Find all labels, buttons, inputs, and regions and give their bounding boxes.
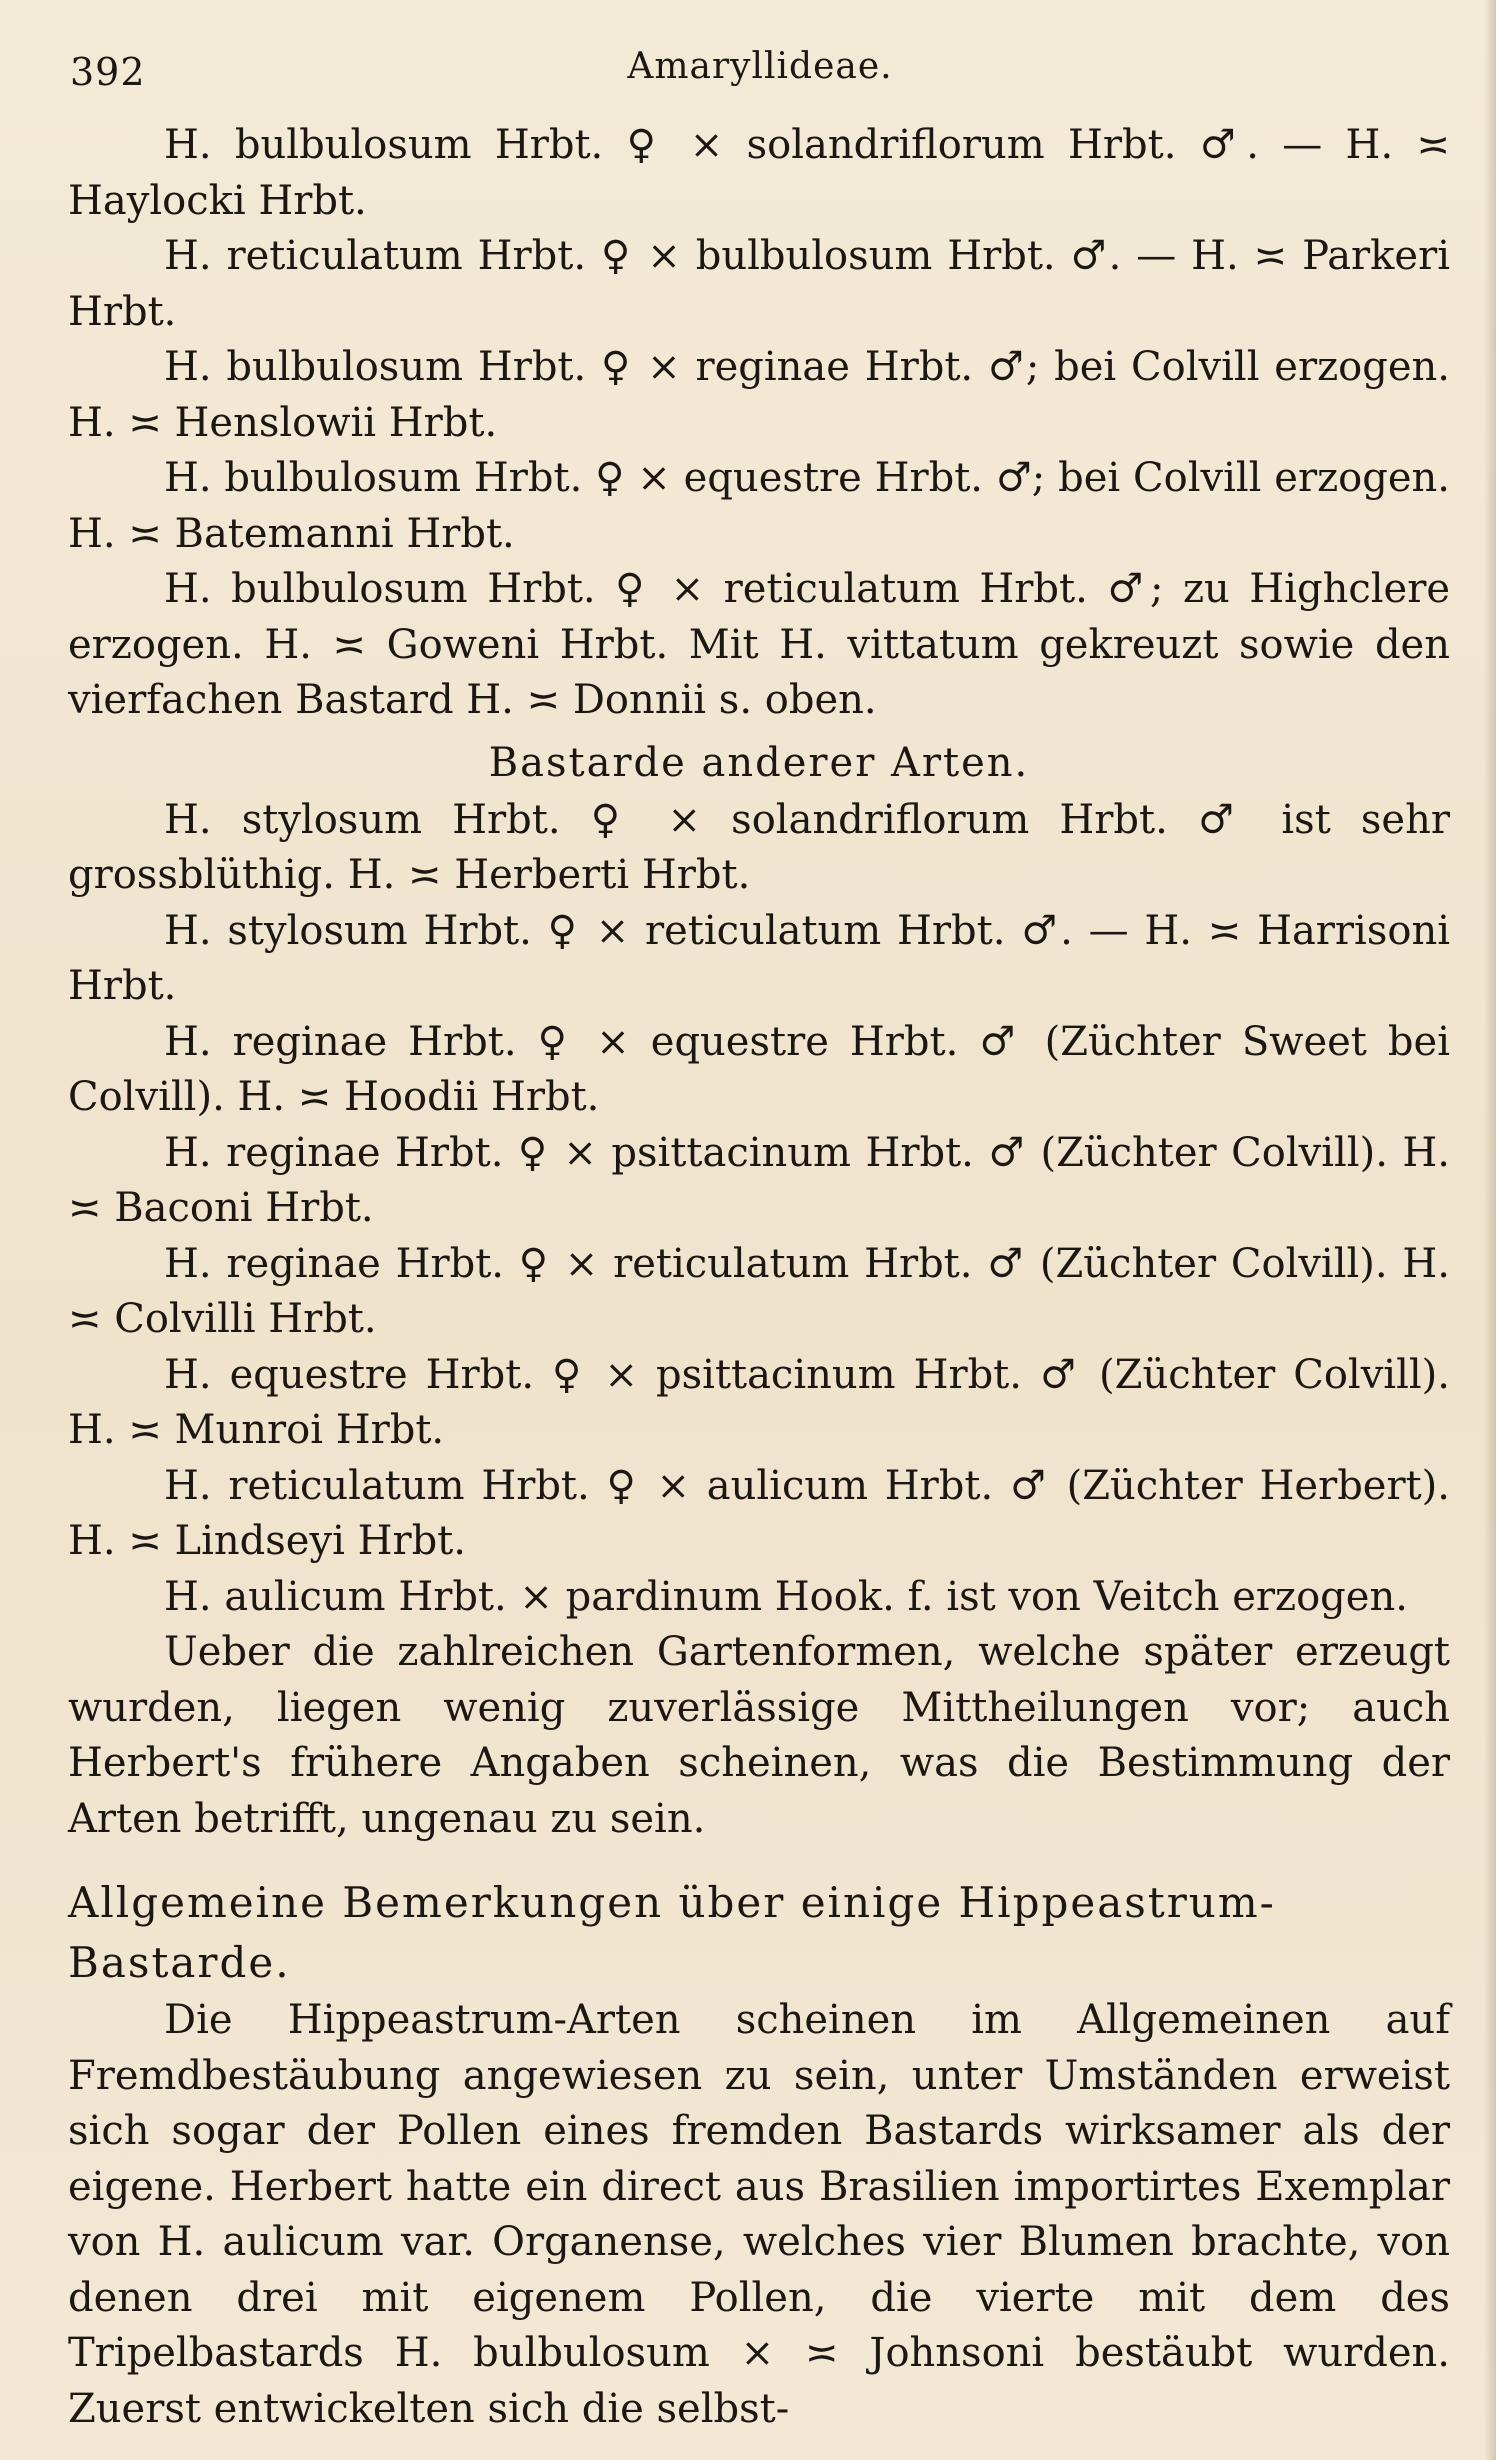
page-edge-shadow (1484, 0, 1496, 2460)
hybrid-entry: H. aulicum Hrbt. ⨯ pardinum Hook. f. ist von Veitch erzogen. (164, 1573, 1408, 1620)
page-number: 392 (70, 50, 146, 94)
page-body (68, 118, 1450, 2437)
hybrid-entry: H. reginae Hrbt. ♀ ⨯ equestre Hrbt. ♂ (Züchter Sweet bei Colvill). H. ≍ Hoodii Hrbt. (68, 1018, 1450, 1120)
hybrid-entry: H. bulbulosum Hrbt. ♀ ⨯ reginae Hrbt. ♂; bei Colvill erzogen. H. ≍ Henslowii Hrbt. (68, 344, 1450, 446)
hybrid-entry: H. reginae Hrbt. ♀ ⨯ reticulatum Hrbt. ♂ (Züchter Colvill). H. ≍ Colvilli Hrbt. (68, 1240, 1450, 1342)
hybrid-entry: H. reticulatum Hrbt. ♀ ⨯ bulbulosum Hrbt. ♂. — H. ≍ Parkeri Hrbt. (68, 233, 1450, 335)
page-header (70, 38, 1450, 98)
hybrid-entry: H. bulbulosum Hrbt. ♀ ⨯ reticulatum Hrbt. ♂; zu Highclere erzogen. H. ≍ Goweni Hrbt. Mit H. vittatum gekreuzt sowie den vierfachen Bastard H. ≍ Donnii s. oben. (68, 566, 1450, 723)
hybrid-entry: H. stylosum Hrbt. ♀ ⨯ solandriflorum Hrbt. ♂ ist sehr grossblüthig. H. ≍ Herberti Hrbt. (68, 796, 1450, 898)
hybrid-entry: H. bulbulosum Hrbt. ♀ ⨯ equestre Hrbt. ♂; bei Colvill erzogen. H. ≍ Batemanni Hrbt. (68, 455, 1450, 557)
running-title: Amaryllideae. (627, 46, 893, 87)
paragraph-garden-forms: Ueber die zahlreichen Gartenformen, welche später erzeugt wurden, liegen wenig zuverlässige Mittheilungen vor; auch Herbert's frühere Angaben scheinen, was die Bestimmung der Arten betrifft, ungenau zu sein. (68, 1629, 1450, 1842)
section-heading-general-remarks: Allgemeine Bemerkungen über einige Hippeastrum-Bastarde. (68, 1878, 1276, 1987)
section-heading-other-species: Bastarde anderer Arten. (488, 739, 1030, 786)
hybrid-entry: H. reticulatum Hrbt. ♀ ⨯ aulicum Hrbt. ♂ (Züchter Herbert). H. ≍ Lindseyi Hrbt. (68, 1462, 1450, 1564)
hybrid-entry: H. stylosum Hrbt. ♀ ⨯ reticulatum Hrbt. ♂. — H. ≍ Harrisoni Hrbt. (68, 907, 1450, 1009)
paragraph-general-remarks: Die Hippeastrum-Arten scheinen im Allgemeinen auf Fremdbestäubung angewiesen zu sein, unter Umständen erweist sich sogar der Pollen eines fremden Bastards wirksamer als der eigene. Herbert hatte ein direct aus Brasilien importirtes Exemplar von H. aulicum var. Organense, welches vier Blumen brachte, von denen drei mit eigenem Pollen, die vierte mit dem des Tripelbastards H. bulbulosum ⨯ ≍ Johnsoni bestäubt wurden. Zuerst entwickelten sich die selbst- (68, 1997, 1450, 2432)
hybrid-entry: H. equestre Hrbt. ♀ ⨯ psittacinum Hrbt. ♂ (Züchter Colvill). H. ≍ Munroi Hrbt. (68, 1351, 1450, 1453)
hybrid-entry: H. bulbulosum Hrbt. ♀ ⨯ solandriflorum Hrbt. ♂. — H. ≍ Haylocki Hrbt. (68, 122, 1450, 224)
hybrid-entry: H. reginae Hrbt. ♀ ⨯ psittacinum Hrbt. ♂ (Züchter Colvill). H. ≍ Baconi Hrbt. (68, 1129, 1450, 1231)
